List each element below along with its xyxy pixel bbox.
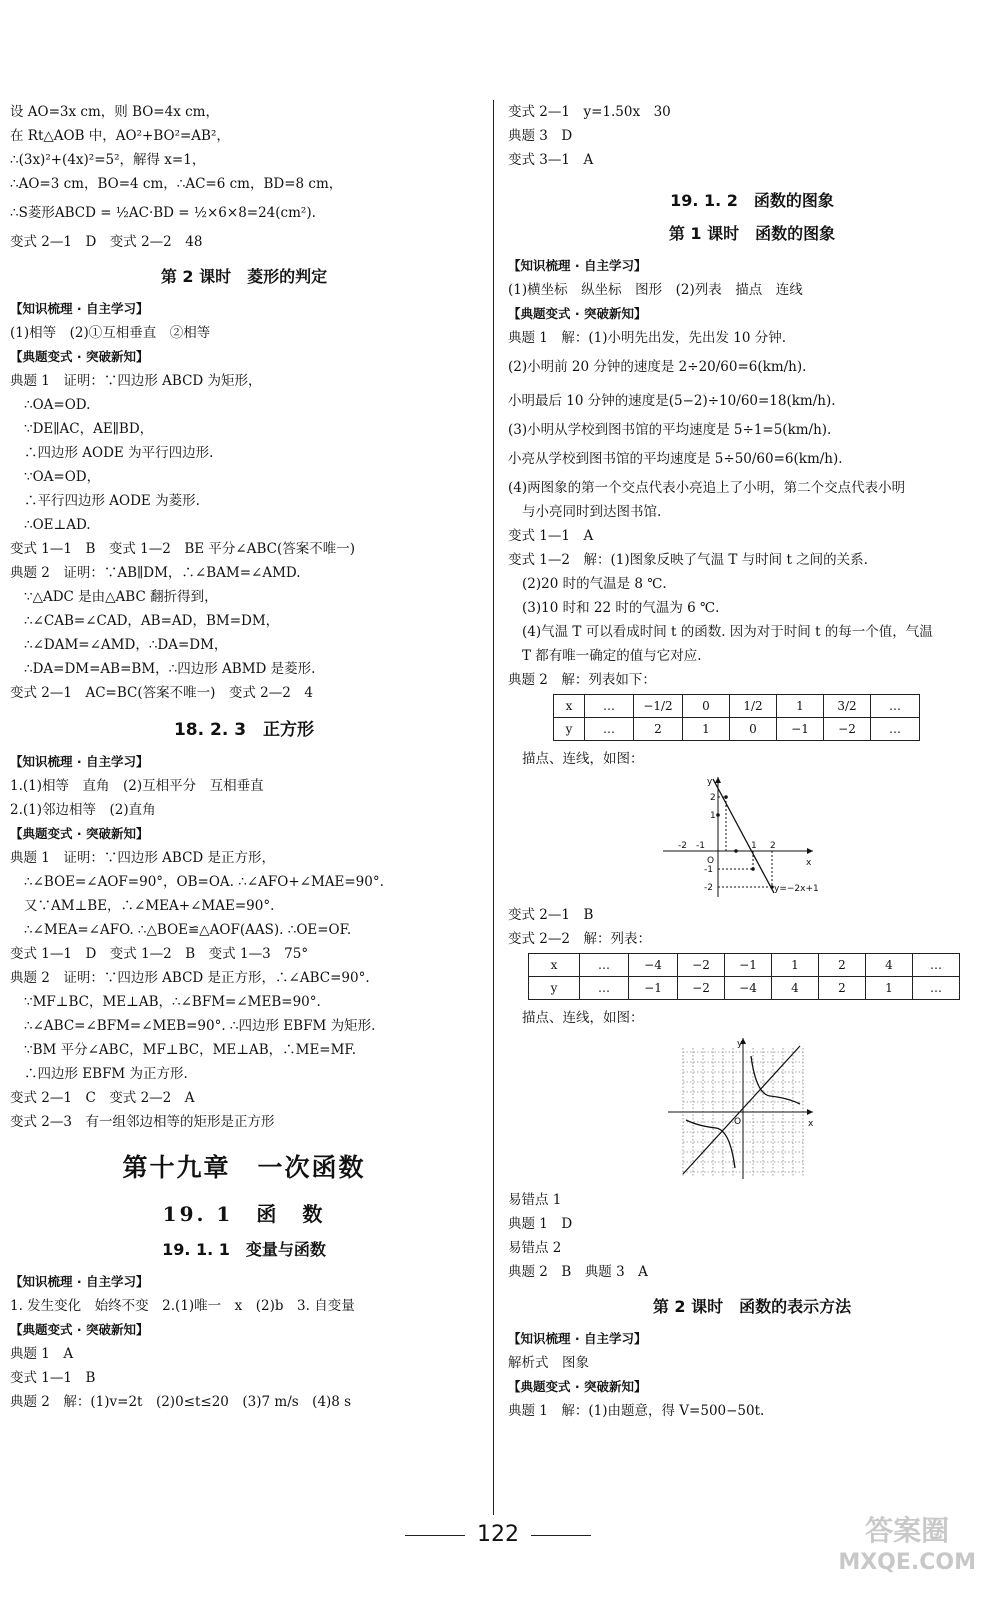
text-line: 典题 1 A xyxy=(10,1346,74,1362)
x-axis-label: x xyxy=(806,858,812,868)
text-line: 变式 2—1 B xyxy=(508,907,594,923)
text-line: 变式 2—2 解：列表： xyxy=(508,931,651,947)
text-line: 易错点 2 xyxy=(508,1240,562,1256)
answer-block xyxy=(10,846,478,1134)
text-line: ∴(3x)²+(4x)²=5²，解得 x=1， xyxy=(10,152,206,168)
subsection-heading: 19. 1. 1 变量与函数 xyxy=(162,1240,326,1259)
section-tag: 【知识梳理 · 自主学习】 xyxy=(10,1274,149,1289)
page-number-rule xyxy=(405,1535,465,1536)
table-cell: … xyxy=(580,977,629,1000)
table-row xyxy=(554,695,920,718)
table-cell: x xyxy=(529,954,580,977)
section-tag: 【典题变式 · 突破新知】 xyxy=(508,1379,647,1394)
x-axis-arrow xyxy=(807,1109,813,1115)
table-cell: x xyxy=(554,695,585,718)
lesson-heading: 第 1 课时 函数的图象 xyxy=(668,224,836,243)
text-line: ∴∠ABC=∠BFM=∠MEB=90°. ∴四边形 EBFM 为矩形. xyxy=(24,1018,376,1034)
text-line: 典题 1 证明：∵四边形 ABCD 为矩形， xyxy=(10,373,262,389)
table-row xyxy=(529,977,960,1000)
section-tag: 【典题变式 · 突破新知】 xyxy=(508,306,647,321)
text-line: 典题 1 证明：∵四边形 ABCD 是正方形， xyxy=(10,850,276,866)
text-line: 小亮从学校到图书馆的平均速度是 5÷50/60=6(km/h). xyxy=(508,451,843,467)
page-number-text: 122 xyxy=(477,1522,519,1547)
table-cell: 4 xyxy=(772,977,819,1000)
text-line: 变式 3—1 A xyxy=(508,152,594,168)
text-line: 典题 2 B 典题 3 A xyxy=(508,1264,648,1280)
table-cell: … xyxy=(585,718,634,741)
text-line: (2)20 时的气温是 8 ℃. xyxy=(522,576,667,592)
table-cell: 2 xyxy=(634,718,683,741)
text-line: 设 AO=3x cm，则 BO=4x cm， xyxy=(10,104,219,120)
text-line: ∵MF⊥BC，ME⊥AB，∴∠BFM=∠MEB=90°. xyxy=(24,994,321,1010)
section-tag: 【知识梳理 · 自主学习】 xyxy=(10,754,149,769)
text-line: ∴∠MEA=∠AFO. ∴△BOE≌△AOF(AAS). ∴OE=OF. xyxy=(24,922,352,938)
answer-block xyxy=(10,369,478,705)
section-title: 19. 1 函 数 xyxy=(162,1202,326,1226)
chapter-title: 第十九章 一次函数 xyxy=(122,1153,366,1182)
text-line: ∴四边形 EBFM 为正方形. xyxy=(24,1066,188,1082)
table-cell: 0 xyxy=(683,695,730,718)
text-line: 1. 发生变化 始终不变 2.(1)唯一 x (2)b 3. 自变量 xyxy=(10,1298,355,1314)
equation-label: y=−2x+1 xyxy=(774,884,819,894)
left-column xyxy=(10,100,478,1414)
text-line: 描点、连线，如图： xyxy=(522,1010,644,1026)
text-line: 变式 1—1 A xyxy=(508,528,594,544)
text-line: 解析式 图象 xyxy=(508,1355,589,1371)
linear-function-graph xyxy=(508,775,996,899)
table-cell: 0 xyxy=(730,718,777,741)
lesson-heading: 第 2 课时 菱形的判定 xyxy=(160,267,328,286)
table-cell: 1 xyxy=(683,718,730,741)
value-table-1 xyxy=(553,694,920,741)
table-cell: −4 xyxy=(725,977,772,1000)
text-line: 1.(1)相等 直角 (2)互相平分 互相垂直 xyxy=(10,778,264,794)
text-line: ∵DE∥AC，AE∥BD， xyxy=(24,421,154,437)
text-line: (1)横坐标 纵坐标 图形 (2)列表 描点 连线 xyxy=(508,282,803,298)
text-line: ∴四边形 AODE 为平行四边形. xyxy=(24,445,214,461)
tick-label: 1 xyxy=(710,811,716,821)
tick-label: -1 xyxy=(704,865,713,875)
text-line: ∴∠DAM=∠AMD，∴DA=DM， xyxy=(24,637,228,653)
text-line: ∴OE⊥AD. xyxy=(24,517,91,533)
tick-label: -2 xyxy=(704,883,713,893)
table-cell: 1 xyxy=(866,977,913,1000)
table-cell: 1 xyxy=(777,695,824,718)
table-cell: … xyxy=(913,977,960,1000)
text-line: (3)10 时和 22 时的气温为 6 ℃. xyxy=(522,600,720,616)
tick-label: 2 xyxy=(770,841,776,851)
text-line: 典题 2 解：列表如下： xyxy=(508,672,656,688)
text-line: ∴DA=DM=AB=BM，∴四边形 ABMD 是菱形. xyxy=(24,661,316,677)
column-divider xyxy=(493,100,494,1515)
tick-label: 2 xyxy=(710,793,716,803)
table-row xyxy=(529,954,960,977)
table-cell: −2 xyxy=(824,718,871,741)
text-line: 小明最后 10 分钟的速度是(5−2)÷10/60=18(km/h). xyxy=(508,393,836,409)
text-line: 描点、连线，如图： xyxy=(522,751,644,767)
origin-label: O xyxy=(734,1117,742,1127)
section-tag: 【知识梳理 · 自主学习】 xyxy=(508,1331,647,1346)
table-cell: y xyxy=(554,718,585,741)
text-line: (4)两图象的第一个交点代表小亮追上了小明，第二个交点代表小明 xyxy=(508,480,906,496)
y-axis-label: y xyxy=(737,1039,743,1049)
section-tag: 【知识梳理 · 自主学习】 xyxy=(10,301,149,316)
text-line: T 都有唯一确定的值与它对应. xyxy=(522,648,702,664)
section-heading: 18. 2. 3 正方形 xyxy=(173,720,315,740)
table-cell: 1/2 xyxy=(730,695,777,718)
table-cell: … xyxy=(913,954,960,977)
table-cell: −4 xyxy=(629,954,678,977)
tick-label: -2 xyxy=(678,841,687,851)
text-line: (4)气温 T 可以看成时间 t 的函数. 因为对于时间 t 的每一个值，气温 xyxy=(522,624,933,640)
data-point xyxy=(724,795,728,799)
text-line: 变式 2—1 C 变式 2—2 A xyxy=(10,1090,195,1106)
watermark-url: MXQE.COM xyxy=(838,1550,976,1575)
text-line: (3)小明从学校到图书馆的平均速度是 5÷1=5(km/h). xyxy=(508,422,832,438)
text-line: 变式 2—1 AC=BC(答案不唯一) 变式 2—2 4 xyxy=(10,685,313,701)
text-line: ∴∠CAB=∠CAD，AB=AD，BM=DM， xyxy=(24,613,280,629)
x-axis-arrow xyxy=(807,848,813,854)
text-line: 典题 1 解：(1)由题意，得 V=500−50t. xyxy=(508,1403,765,1419)
inverse-function-graph xyxy=(508,1034,996,1184)
table-cell: … xyxy=(585,695,634,718)
section-tag: 【知识梳理 · 自主学习】 xyxy=(508,258,647,273)
table-cell: −2 xyxy=(678,954,725,977)
text-line: 典题 3 D xyxy=(508,128,573,144)
text-line: 与小亮同时到达图书馆. xyxy=(522,504,662,520)
text-line: 变式 1—1 B xyxy=(10,1370,96,1386)
text-line: ∴OA=OD. xyxy=(24,397,91,413)
x-axis-label: x xyxy=(808,1119,814,1129)
table-cell: −2 xyxy=(678,977,725,1000)
text-line: (1)相等 (2)①互相垂直 ②相等 xyxy=(10,325,211,341)
table-cell: −1 xyxy=(777,718,824,741)
hyperbola-branch-1 xyxy=(751,1056,800,1104)
table-cell: … xyxy=(580,954,629,977)
text-line: 2.(1)邻边相等 (2)直角 xyxy=(10,802,156,818)
tick-label: -1 xyxy=(696,841,705,851)
text-line: 变式 1—1 B 变式 1—2 BE 平分∠ABC(答案不唯一) xyxy=(10,541,356,557)
right-column xyxy=(508,100,996,1423)
table-cell: −1 xyxy=(725,954,772,977)
text-line: 变式 1—2 解：(1)图象反映了气温 T 与时间 t 之间的关系. xyxy=(508,552,868,568)
section-tag: 【典题变式 · 突破新知】 xyxy=(10,349,149,364)
origin-label: O xyxy=(707,856,715,866)
text-line: 变式 2—1 D 变式 2—2 48 xyxy=(10,234,203,250)
text-line: ∴AO=3 cm，BO=4 cm，∴AC=6 cm，BD=8 cm， xyxy=(10,176,343,192)
text-line: ∴S菱形ABCD = ½AC·BD = ½×6×8=24(cm²). xyxy=(10,205,316,221)
table-cell: y xyxy=(529,977,580,1000)
text-line: 变式 1—1 D 变式 1—2 B 变式 1—3 75° xyxy=(10,946,309,962)
text-line: ∵△ADC 是由△ABC 翻折得到， xyxy=(24,589,218,605)
data-point xyxy=(734,849,738,853)
answer-block-rhombus-area xyxy=(10,100,478,254)
text-line: 典题 1 D xyxy=(508,1216,573,1232)
text-line: ∴平行四边形 AODE 为菱形. xyxy=(24,493,200,509)
table-cell: −1/2 xyxy=(634,695,683,718)
text-line: ∴∠BOE=∠AOF=90°，OB=OA. ∴∠AFO+∠MAE=90°. xyxy=(24,874,384,890)
text-line: 易错点 1 xyxy=(508,1192,562,1208)
section-tag: 【典题变式 · 突破新知】 xyxy=(10,1322,149,1337)
reference-line xyxy=(683,1046,800,1174)
table-cell: 2 xyxy=(819,954,866,977)
watermark-logo xyxy=(838,1515,976,1579)
table-cell: 4 xyxy=(866,954,913,977)
data-point xyxy=(751,867,755,871)
table-cell: −1 xyxy=(629,977,678,1000)
text-line: (2)小明前 20 分钟的速度是 2÷20/60=6(km/h). xyxy=(508,359,807,375)
y-axis-arrow xyxy=(715,777,721,783)
subsection-heading: 19. 1. 2 函数的图象 xyxy=(670,191,834,210)
tick-label: 1 xyxy=(751,841,757,851)
section-tag: 【典题变式 · 突破新知】 xyxy=(10,826,149,841)
watermark-text: 答案圈 xyxy=(865,1514,950,1547)
lesson-heading: 第 2 课时 函数的表示方法 xyxy=(652,1297,852,1316)
table-cell: 3/2 xyxy=(824,695,871,718)
value-table-2 xyxy=(528,953,960,1000)
table-row xyxy=(554,718,920,741)
text-line: 变式 2—1 y=1.50x 30 xyxy=(508,104,671,120)
function-line xyxy=(713,779,774,893)
page-number-rule xyxy=(531,1535,591,1536)
text-line: 在 Rt△AOB 中，AO²+BO²=AB²， xyxy=(10,128,230,144)
text-line: ∵BM 平分∠ABC，MF⊥BC，ME⊥AB，∴ME=MF. xyxy=(24,1042,356,1058)
y-axis-label: y xyxy=(707,777,713,787)
text-line: 典题 2 证明：∵四边形 ABCD 是正方形，∴∠ABC=90°. xyxy=(10,970,370,986)
text-line: 典题 1 解：(1)小明先出发，先出发 10 分钟. xyxy=(508,330,787,346)
text-line: 又∵AM⊥BE，∴∠MEA+∠MAE=90°. xyxy=(24,898,275,914)
table-cell: … xyxy=(871,718,920,741)
table-cell: 1 xyxy=(772,954,819,977)
text-line: 变式 2—3 有一组邻边相等的矩形是正方形 xyxy=(10,1114,275,1130)
text-line: 典题 2 解：(1)v=2t (2)0≤t≤20 (3)7 m/s (4)8 s xyxy=(10,1394,352,1410)
data-point xyxy=(716,813,720,817)
text-line: 典题 2 证明：∵AB∥DM，∴∠BAM=∠AMD. xyxy=(10,565,301,581)
table-cell: … xyxy=(871,695,920,718)
text-line: ∵OA=OD， xyxy=(24,469,101,485)
table-cell: 2 xyxy=(819,977,866,1000)
